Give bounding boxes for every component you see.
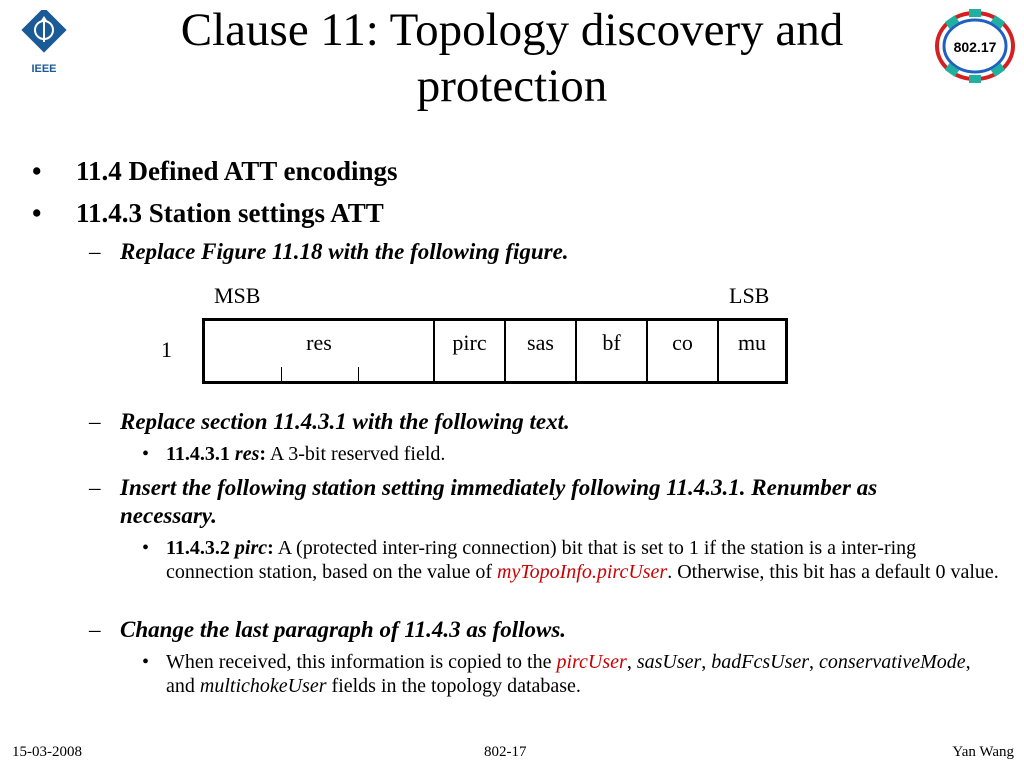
ieee-logo-text: IEEE [31, 63, 57, 75]
bullet-icon: • [32, 156, 42, 186]
field-res: res [205, 321, 435, 381]
bullet-icon: • [142, 537, 150, 559]
ref-mytopoinfo: myTopoInfo.pircUser [497, 561, 668, 583]
dash-icon: – [89, 475, 101, 500]
field-name-pircuser: pircUser [556, 651, 627, 673]
field-sas: sas [506, 321, 577, 381]
ring-logo-text: 802.17 [953, 39, 997, 55]
field-co: co [648, 321, 719, 381]
instruction-change-paragraph: – Change the last paragraph of 11.4.3 as follows. [89, 617, 567, 642]
bullet-icon: • [32, 198, 42, 228]
footer-date: 15-03-2008 [12, 744, 82, 760]
instruction-insert-setting: – Insert the following station setting immediately following 11.4.3.1. Renumber as necessary. [89, 475, 878, 528]
station-settings-figure [202, 318, 788, 384]
ring-802-17-logo [928, 6, 1022, 86]
bit-tick [358, 367, 359, 381]
title-line-2: protection [416, 60, 608, 112]
ieee-logo [18, 10, 70, 78]
instruction-replace-figure: – Replace Figure 11.18 with the following figure. [89, 239, 569, 264]
bullet-text: 11.4.3 Station settings ATT [76, 198, 384, 228]
list-item-res: • 11.4.3.1 res: A 3-bit reserved field. [142, 443, 446, 465]
footer-author: Yan Wang [952, 744, 1014, 760]
list-item-fields: • When received, this information is copied to the pircUser, sasUser, badFcsUser, conservativeMode, and multichokeUser fields in the topology database. [142, 651, 971, 697]
bullet-icon: • [142, 651, 150, 673]
field-pirc: pirc [435, 321, 506, 381]
title-line-1: Clause 11: Topology discovery and [180, 4, 844, 56]
instruction-replace-section: – Replace section 11.4.3.1 with the following text. [89, 409, 570, 434]
bullet-item [32, 156, 398, 187]
list-item-pirc: • 11.4.3.2 pirc: A (protected inter-ring connection) bit that is set to 1 if the station is a inter-ring connection station, based on the value of myTopoInfo.pircUser. Otherwise, this bit has a default 0 value. [142, 537, 999, 583]
bullet-text: 11.4 Defined ATT encodings [76, 156, 398, 186]
dash-icon: – [89, 617, 101, 642]
bullet-item [32, 198, 384, 229]
dash-icon: – [89, 409, 101, 434]
bit-tick [281, 367, 282, 381]
footer-center: 802-17 [484, 744, 527, 760]
msb-label: MSB [214, 283, 261, 308]
dash-icon: – [89, 239, 101, 264]
lsb-label: LSB [729, 283, 770, 308]
row-label: 1 [161, 337, 172, 362]
slide-title [95, 2, 929, 114]
bullet-icon: • [142, 443, 150, 465]
field-mu: mu [737, 330, 767, 355]
field-bf: bf [577, 321, 648, 381]
